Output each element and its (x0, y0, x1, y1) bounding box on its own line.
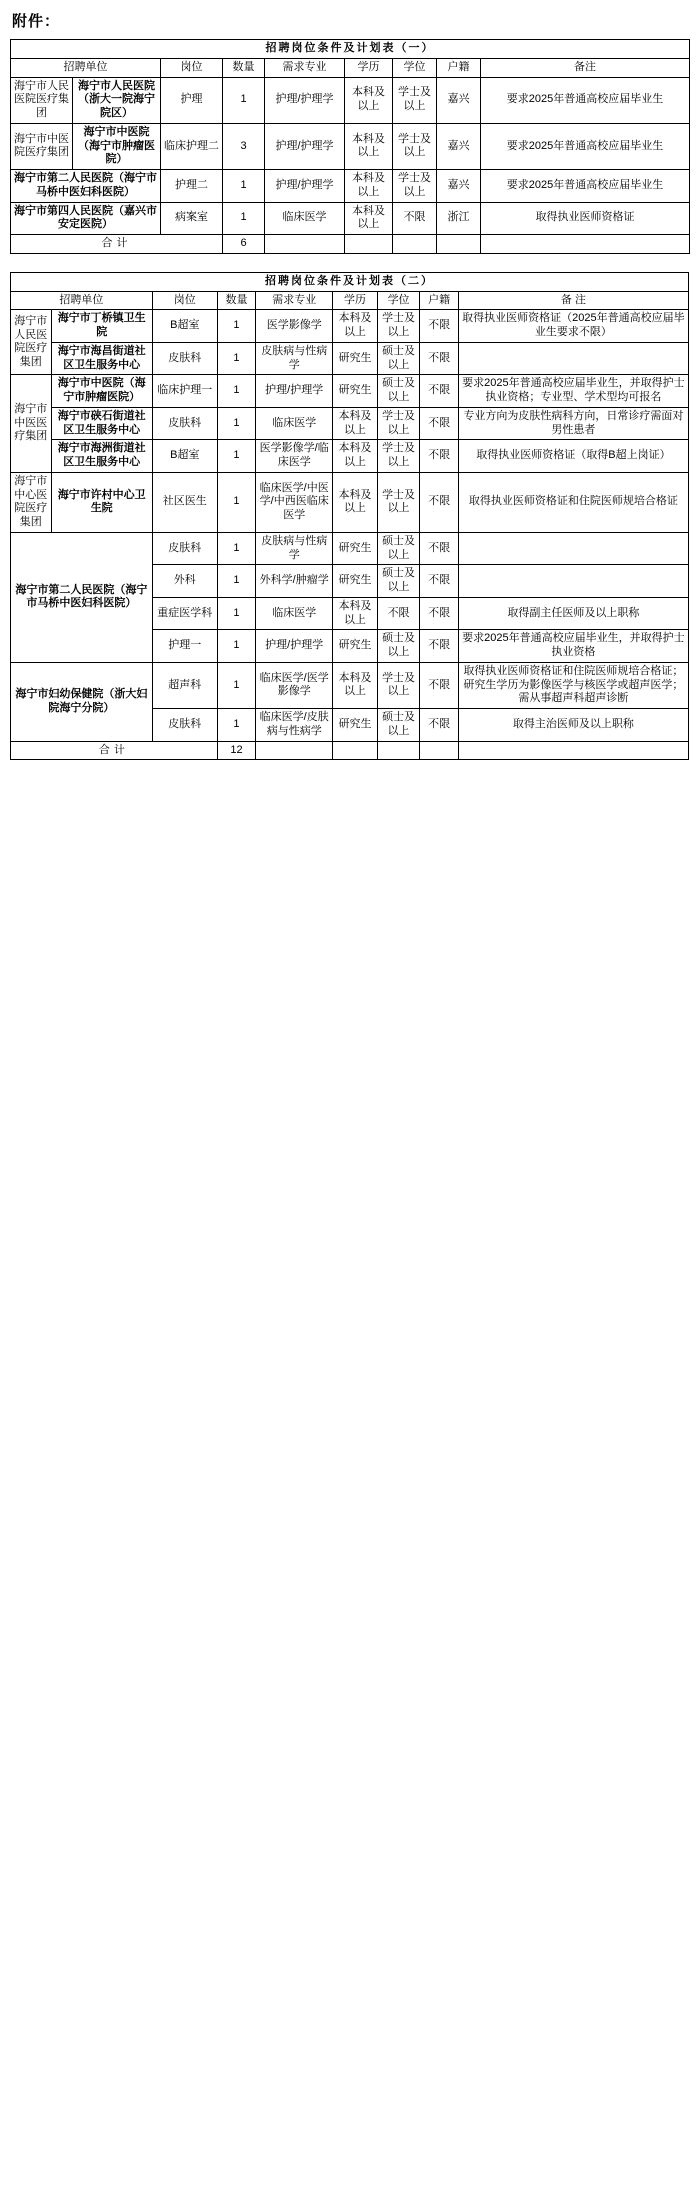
cell-count: 1 (217, 662, 256, 708)
cell-household: 浙江 (437, 202, 481, 235)
cell-unit: 海宁市海昌街道社区卫生服务中心 (51, 342, 152, 375)
cell-group: 海宁市人民医院医疗集团 (11, 77, 73, 123)
table-row (11, 472, 689, 532)
recruitment-table-two (10, 272, 689, 761)
cell-count: 1 (217, 310, 256, 343)
cell-remark: 要求2025年普通高校应届毕业生 (481, 170, 690, 203)
cell-unit: 海宁市第四人民医院（嘉兴市安定医院） (11, 202, 161, 235)
cell-count: 1 (217, 709, 256, 742)
cell-education: 本科及以上 (333, 407, 378, 440)
table-row (11, 440, 689, 473)
cell-remark (458, 532, 688, 565)
cell-count: 3 (223, 123, 265, 169)
table-row (11, 375, 689, 408)
header-count: 数量 (217, 291, 256, 310)
table-two-header-row (11, 291, 689, 310)
cell-major: 临床医学 (256, 597, 333, 630)
cell-post: 皮肤科 (152, 709, 217, 742)
cell-remark: 取得副主任医师及以上职称 (458, 597, 688, 630)
cell-unit: 海宁市第二人民医院（海宁市马桥中医妇科医院） (11, 532, 153, 662)
cell-major: 临床医学 (256, 407, 333, 440)
total-filler (458, 741, 688, 760)
cell-major: 护理/护理学 (265, 170, 345, 203)
cell-degree: 学士及以上 (393, 170, 437, 203)
cell-major: 医学影像学/临床医学 (256, 440, 333, 473)
cell-degree: 硕士及以上 (377, 709, 420, 742)
cell-post: 临床护理一 (152, 375, 217, 408)
total-filler (256, 741, 333, 760)
cell-degree: 学士及以上 (377, 472, 420, 532)
header-count: 数量 (223, 58, 265, 77)
cell-count: 1 (217, 440, 256, 473)
cell-major: 医学影像学 (256, 310, 333, 343)
header-remark: 备注 (481, 58, 690, 77)
cell-degree: 学士及以上 (377, 662, 420, 708)
cell-count: 1 (217, 375, 256, 408)
cell-post: B超室 (152, 440, 217, 473)
cell-household: 不限 (420, 709, 459, 742)
cell-count: 1 (223, 202, 265, 235)
cell-unit: 海宁市人民医院（浙大一院海宁院区） (73, 77, 161, 123)
table-two-title: 招聘岗位条件及计划表（二） (11, 272, 689, 291)
total-filler (345, 235, 393, 254)
cell-post: 护理 (161, 77, 223, 123)
cell-count: 1 (217, 597, 256, 630)
cell-remark: 取得主治医师及以上职称 (458, 709, 688, 742)
table-row (11, 202, 690, 235)
cell-major: 护理/护理学 (265, 77, 345, 123)
cell-degree: 硕士及以上 (377, 532, 420, 565)
cell-count: 1 (217, 565, 256, 598)
cell-major: 临床医学 (265, 202, 345, 235)
cell-count: 1 (217, 407, 256, 440)
cell-remark: 取得执业医师资格证 (481, 202, 690, 235)
cell-count: 1 (217, 532, 256, 565)
cell-remark: 要求2025年普通高校应届毕业生 (481, 77, 690, 123)
cell-group: 海宁市中医院医疗集团 (11, 123, 73, 169)
document-page (0, 0, 699, 798)
cell-degree: 学士及以上 (393, 77, 437, 123)
cell-education: 本科及以上 (345, 202, 393, 235)
cell-degree: 硕士及以上 (377, 342, 420, 375)
total-filler (265, 235, 345, 254)
recruitment-table-one (10, 39, 690, 254)
cell-household: 不限 (420, 407, 459, 440)
cell-education: 本科及以上 (333, 440, 378, 473)
cell-household: 不限 (420, 532, 459, 565)
cell-education: 本科及以上 (333, 597, 378, 630)
cell-major: 外科学/肿瘤学 (256, 565, 333, 598)
total-filler (437, 235, 481, 254)
cell-post: 皮肤科 (152, 532, 217, 565)
cell-unit: 海宁市硖石街道社区卫生服务中心 (51, 407, 152, 440)
cell-count: 1 (217, 342, 256, 375)
total-label: 合计 (11, 235, 223, 254)
header-remark: 备 注 (458, 291, 688, 310)
cell-household: 嘉兴 (437, 123, 481, 169)
total-filler (377, 741, 420, 760)
total-filler (481, 235, 690, 254)
cell-unit: 海宁市许村中心卫生院 (51, 472, 152, 532)
cell-group: 海宁市中心医院医疗集团 (11, 472, 52, 532)
cell-count: 1 (223, 170, 265, 203)
cell-post: 临床护理二 (161, 123, 223, 169)
table-one-title: 招聘岗位条件及计划表（一） (11, 40, 690, 59)
cell-household: 不限 (420, 597, 459, 630)
cell-education: 研究生 (333, 532, 378, 565)
cell-degree: 学士及以上 (377, 440, 420, 473)
header-degree: 学位 (393, 58, 437, 77)
cell-household: 不限 (420, 375, 459, 408)
cell-unit: 海宁市妇幼保健院（浙大妇院海宁分院） (11, 662, 153, 741)
total-value: 12 (217, 741, 256, 760)
cell-major: 护理/护理学 (265, 123, 345, 169)
cell-post: 护理一 (152, 630, 217, 663)
cell-unit: 海宁市第二人民医院（海宁市马桥中医妇科医院） (11, 170, 161, 203)
cell-household: 嘉兴 (437, 77, 481, 123)
cell-remark (458, 342, 688, 375)
cell-post: 重症医学科 (152, 597, 217, 630)
cell-post: 护理二 (161, 170, 223, 203)
cell-education: 研究生 (333, 630, 378, 663)
table-row (11, 662, 689, 708)
cell-household: 不限 (420, 662, 459, 708)
header-post: 岗位 (161, 58, 223, 77)
total-label: 合计 (11, 741, 218, 760)
cell-unit: 海宁市中医院（海宁市肿瘤医院） (51, 375, 152, 408)
cell-remark (458, 565, 688, 598)
cell-unit: 海宁市丁桥镇卫生院 (51, 310, 152, 343)
cell-education: 本科及以上 (345, 123, 393, 169)
cell-post: 外科 (152, 565, 217, 598)
table-row (11, 532, 689, 565)
table-row (11, 310, 689, 343)
table-row (11, 123, 690, 169)
cell-education: 本科及以上 (345, 170, 393, 203)
cell-group: 海宁市人民医院医疗集团 (11, 310, 52, 375)
cell-count: 1 (217, 472, 256, 532)
table-row (11, 170, 690, 203)
header-household: 户籍 (420, 291, 459, 310)
cell-remark: 要求2025年普通高校应届毕业生，并取得护士执业资格；专业型、学术型均可报名 (458, 375, 688, 408)
cell-major: 临床医学/医学影像学 (256, 662, 333, 708)
table-one-header-row (11, 58, 690, 77)
table-row (11, 342, 689, 375)
header-education: 学历 (345, 58, 393, 77)
cell-group: 海宁市中医医疗集团 (11, 375, 52, 473)
cell-education: 研究生 (333, 375, 378, 408)
cell-remark: 取得执业医师资格证和住院医师规培合格证 (458, 472, 688, 532)
cell-education: 本科及以上 (345, 77, 393, 123)
table-row (11, 407, 689, 440)
cell-unit: 海宁市中医院（海宁市肿瘤医院） (73, 123, 161, 169)
cell-household: 嘉兴 (437, 170, 481, 203)
cell-education: 研究生 (333, 565, 378, 598)
cell-education: 本科及以上 (333, 310, 378, 343)
total-filler (333, 741, 378, 760)
header-unit: 招聘单位 (11, 58, 161, 77)
cell-post: 病案室 (161, 202, 223, 235)
cell-remark: 取得执业医师资格证和住院医师规培合格证；研究生学历为影像医学与核医学或超声医学；需从事超声科超声诊断 (458, 662, 688, 708)
cell-count: 1 (223, 77, 265, 123)
cell-degree: 硕士及以上 (377, 375, 420, 408)
cell-household: 不限 (420, 565, 459, 598)
header-major: 需求专业 (256, 291, 333, 310)
cell-education: 本科及以上 (333, 472, 378, 532)
cell-education: 研究生 (333, 342, 378, 375)
cell-major: 临床医学/中医学/中西医临床医学 (256, 472, 333, 532)
cell-household: 不限 (420, 630, 459, 663)
cell-degree: 学士及以上 (377, 407, 420, 440)
cell-degree: 不限 (393, 202, 437, 235)
cell-household: 不限 (420, 310, 459, 343)
cell-post: B超室 (152, 310, 217, 343)
cell-remark: 取得执业医师资格证（取得B超上岗证） (458, 440, 688, 473)
cell-education: 本科及以上 (333, 662, 378, 708)
table-total-row (11, 741, 689, 760)
cell-degree: 学士及以上 (393, 123, 437, 169)
cell-education: 研究生 (333, 709, 378, 742)
table-row (11, 77, 690, 123)
header-degree: 学位 (377, 291, 420, 310)
total-filler (420, 741, 459, 760)
table-total-row (11, 235, 690, 254)
attachment-label: 附件： (12, 13, 61, 30)
cell-degree: 学士及以上 (377, 310, 420, 343)
total-value: 6 (223, 235, 265, 254)
cell-major: 护理/护理学 (256, 630, 333, 663)
cell-major: 皮肤病与性病学 (256, 342, 333, 375)
cell-remark: 要求2025年普通高校应届毕业生 (481, 123, 690, 169)
cell-remark: 专业方向为皮肤性病科方向，日常诊疗需面对男性患者 (458, 407, 688, 440)
cell-major: 皮肤病与性病学 (256, 532, 333, 565)
cell-remark: 要求2025年普通高校应届毕业生，并取得护士执业资格 (458, 630, 688, 663)
cell-post: 皮肤科 (152, 407, 217, 440)
header-unit: 招聘单位 (11, 291, 153, 310)
cell-post: 社区医生 (152, 472, 217, 532)
cell-count: 1 (217, 630, 256, 663)
header-household: 户籍 (437, 58, 481, 77)
cell-major: 临床医学/皮肤病与性病学 (256, 709, 333, 742)
cell-remark: 取得执业医师资格证（2025年普通高校应届毕业生要求不限） (458, 310, 688, 343)
cell-major: 护理/护理学 (256, 375, 333, 408)
cell-household: 不限 (420, 342, 459, 375)
cell-post: 皮肤科 (152, 342, 217, 375)
cell-post: 超声科 (152, 662, 217, 708)
cell-household: 不限 (420, 440, 459, 473)
cell-degree: 硕士及以上 (377, 630, 420, 663)
header-education: 学历 (333, 291, 378, 310)
cell-degree: 硕士及以上 (377, 565, 420, 598)
header-major: 需求专业 (265, 58, 345, 77)
cell-degree: 不限 (377, 597, 420, 630)
cell-unit: 海宁市海洲街道社区卫生服务中心 (51, 440, 152, 473)
total-filler (393, 235, 437, 254)
header-post: 岗位 (152, 291, 217, 310)
cell-household: 不限 (420, 472, 459, 532)
